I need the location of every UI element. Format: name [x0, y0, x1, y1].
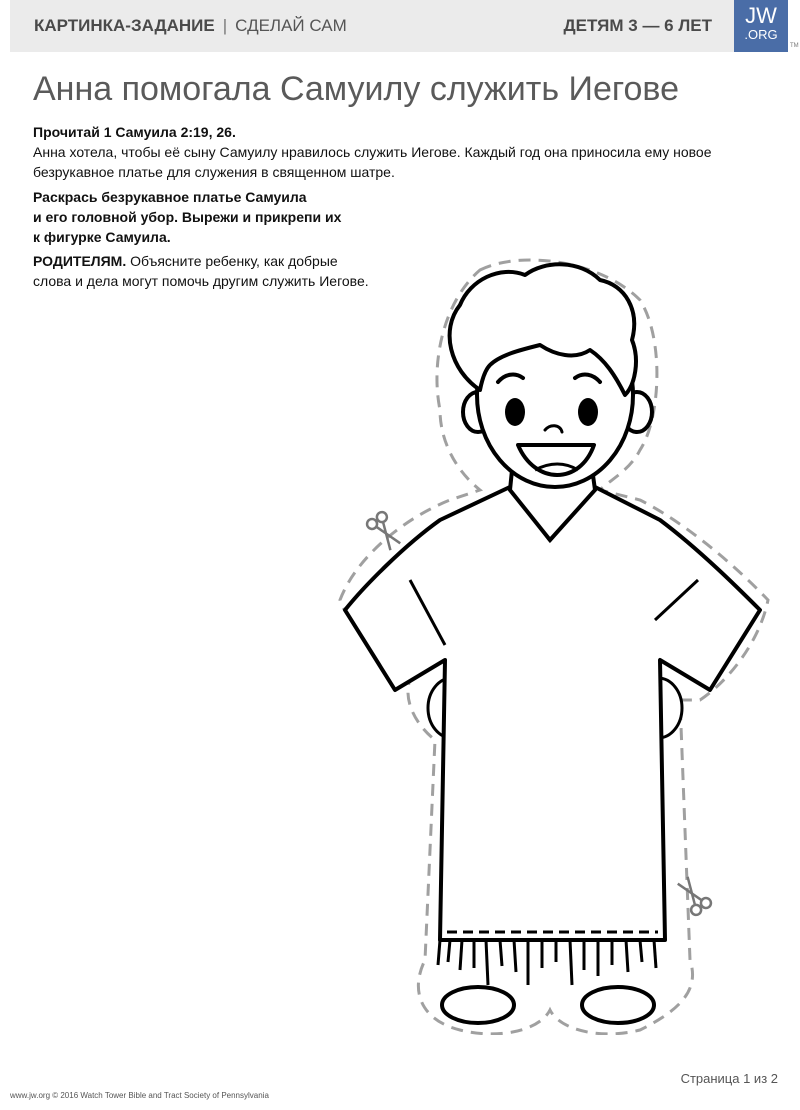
parents-note	[33, 251, 378, 291]
page-number: Страница 1 из 2	[680, 1071, 778, 1086]
subcategory-label: СДЕЛАЙ САМ	[235, 16, 347, 35]
reading-text: Анна хотела, чтобы её сыну Самуилу нравилось служить Иегове. Каждый год она приносила ему новое безрукавное платье для служения в священном шатре.	[33, 144, 712, 180]
parents-text: Объясните ребенку, как добрые слова и дела могут помочь другим служить Иегове.	[33, 253, 369, 289]
trademark: TM	[790, 43, 799, 49]
logo-bottom-text: .ORG	[744, 27, 778, 42]
scissors-icon	[674, 874, 713, 917]
right-eye	[578, 398, 598, 426]
age-label: ДЕТЯМ 3 — 6 ЛЕТ	[563, 16, 712, 35]
reading-reference: Прочитай 1 Самуила 2:19, 26.	[33, 124, 236, 140]
logo-top-text: JW	[745, 3, 777, 28]
category-label: КАРТИНКА-ЗАДАНИЕ	[34, 16, 215, 35]
left-eye	[505, 398, 525, 426]
scissors-icon	[365, 510, 404, 553]
instructions	[33, 187, 383, 247]
page-title: Анна помогала Самуилу служить Иегове	[33, 70, 680, 108]
header-separator: |	[222, 16, 228, 35]
instruction-line-1: Раскрась безрукавное платье Самуила	[33, 189, 307, 205]
samuel-figure	[330, 255, 780, 1035]
robe	[345, 487, 760, 940]
jw-org-logo[interactable]	[734, 0, 788, 52]
instruction-line-3: к фигурке Самуила.	[33, 229, 171, 245]
footer-copyright: www.jw.org © 2016 Watch Tower Bible and Tract Society of Pennsylvania	[10, 1091, 269, 1100]
instruction-line-2: и его головной убор. Вырежи и прикрепи их	[33, 209, 342, 225]
reading-block	[33, 122, 773, 182]
left-foot	[442, 987, 514, 1023]
right-foot	[582, 987, 654, 1023]
header-category	[34, 16, 347, 36]
robe-fringe	[438, 940, 656, 985]
parents-label: РОДИТЕЛЯМ.	[33, 253, 127, 269]
header-bar	[10, 0, 788, 52]
